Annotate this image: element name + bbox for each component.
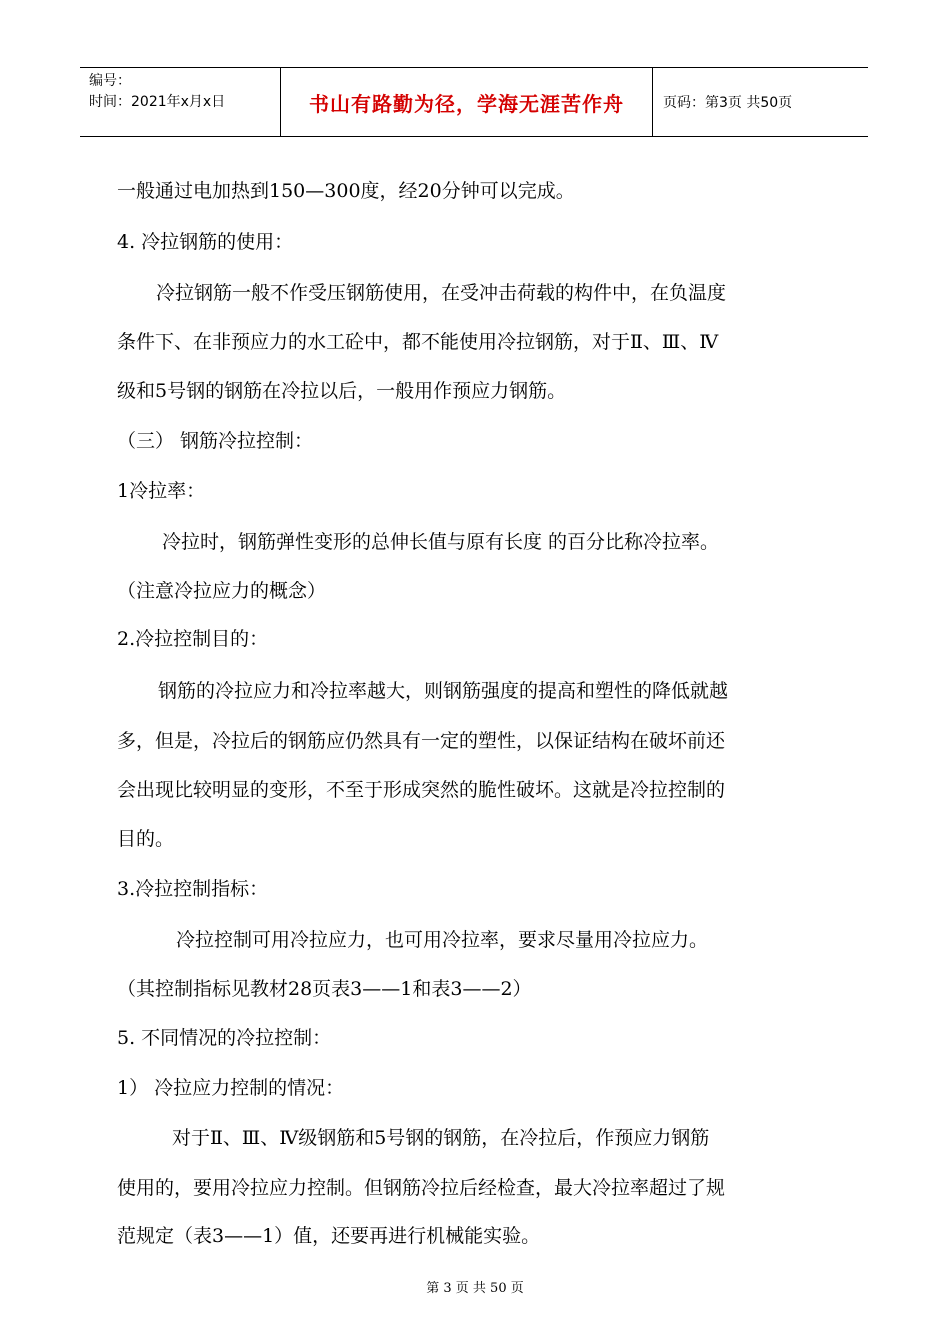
page-header	[80, 67, 868, 137]
body-line: 一般通过电加热到150—300度，经20分钟可以完成。	[117, 180, 575, 202]
page-footer: 第 3 页 共 50 页	[426, 1281, 524, 1296]
body-line: 冷拉控制可用冷拉应力，也可用冷拉率，要求尽量用冷拉应力。	[176, 929, 709, 951]
body-line: 使用的，要用冷拉应力控制。但钢筋冷拉后经检查，最大冷拉率超过了规	[117, 1177, 726, 1199]
document-number-label: 编号：	[89, 73, 131, 89]
body-line: 条件下、在非预应力的水工砼中，都不能使用冷拉钢筋，对于Ⅱ、Ⅲ、Ⅳ	[117, 331, 719, 353]
header-motto-cell	[281, 68, 653, 136]
body-line: 会出现比较明显的变形，不至于形成突然的脆性破坏。这就是冷拉控制的	[117, 779, 726, 801]
body-line: 目的。	[117, 828, 175, 850]
subsection-heading: 1） 冷拉应力控制的情况：	[117, 1077, 345, 1099]
section-heading: 5. 不同情况的冷拉控制：	[117, 1027, 332, 1049]
subsection-heading: 2.冷拉控制目的：	[117, 628, 269, 650]
header-motto: 书山有路勤为径，学海无涯苦作舟	[309, 91, 624, 116]
header-meta	[80, 68, 281, 136]
body-line: （其控制指标见教材28页表3——1和表3——2）	[117, 978, 532, 1000]
section-heading: （三） 钢筋冷拉控制：	[117, 430, 314, 452]
document-date-label: 时间：2021年x月x日	[89, 94, 226, 110]
section-heading: 4. 冷拉钢筋的使用：	[117, 231, 294, 253]
body-line: 多，但是，冷拉后的钢筋应仍然具有一定的塑性，以保证结构在破坏前还	[117, 730, 726, 752]
body-line: （注意冷拉应力的概念）	[117, 580, 327, 602]
header-page-cell	[653, 68, 868, 136]
body-line: 冷拉时，钢筋弹性变形的总伸长值与原有长度 的百分比称冷拉率。	[162, 531, 720, 553]
body-line: 冷拉钢筋一般不作受压钢筋使用，在受冲击荷载的构件中，在负温度	[156, 282, 727, 304]
body-line: 钢筋的冷拉应力和冷拉率越大，则钢筋强度的提高和塑性的降低就越	[158, 680, 729, 702]
header-page-info: 页码：第3页 共50页	[663, 95, 793, 111]
subsection-heading: 1冷拉率：	[117, 480, 206, 502]
body-line: 级和5号钢的钢筋在冷拉以后，一般用作预应力钢筋。	[117, 380, 567, 402]
body-line: 对于Ⅱ、Ⅲ、Ⅳ级钢筋和5号钢的钢筋，在冷拉后，作预应力钢筋	[172, 1127, 710, 1149]
body-line: 范规定（表3——1）值，还要再进行机械能实验。	[117, 1225, 541, 1247]
subsection-heading: 3.冷拉控制指标：	[117, 878, 269, 900]
